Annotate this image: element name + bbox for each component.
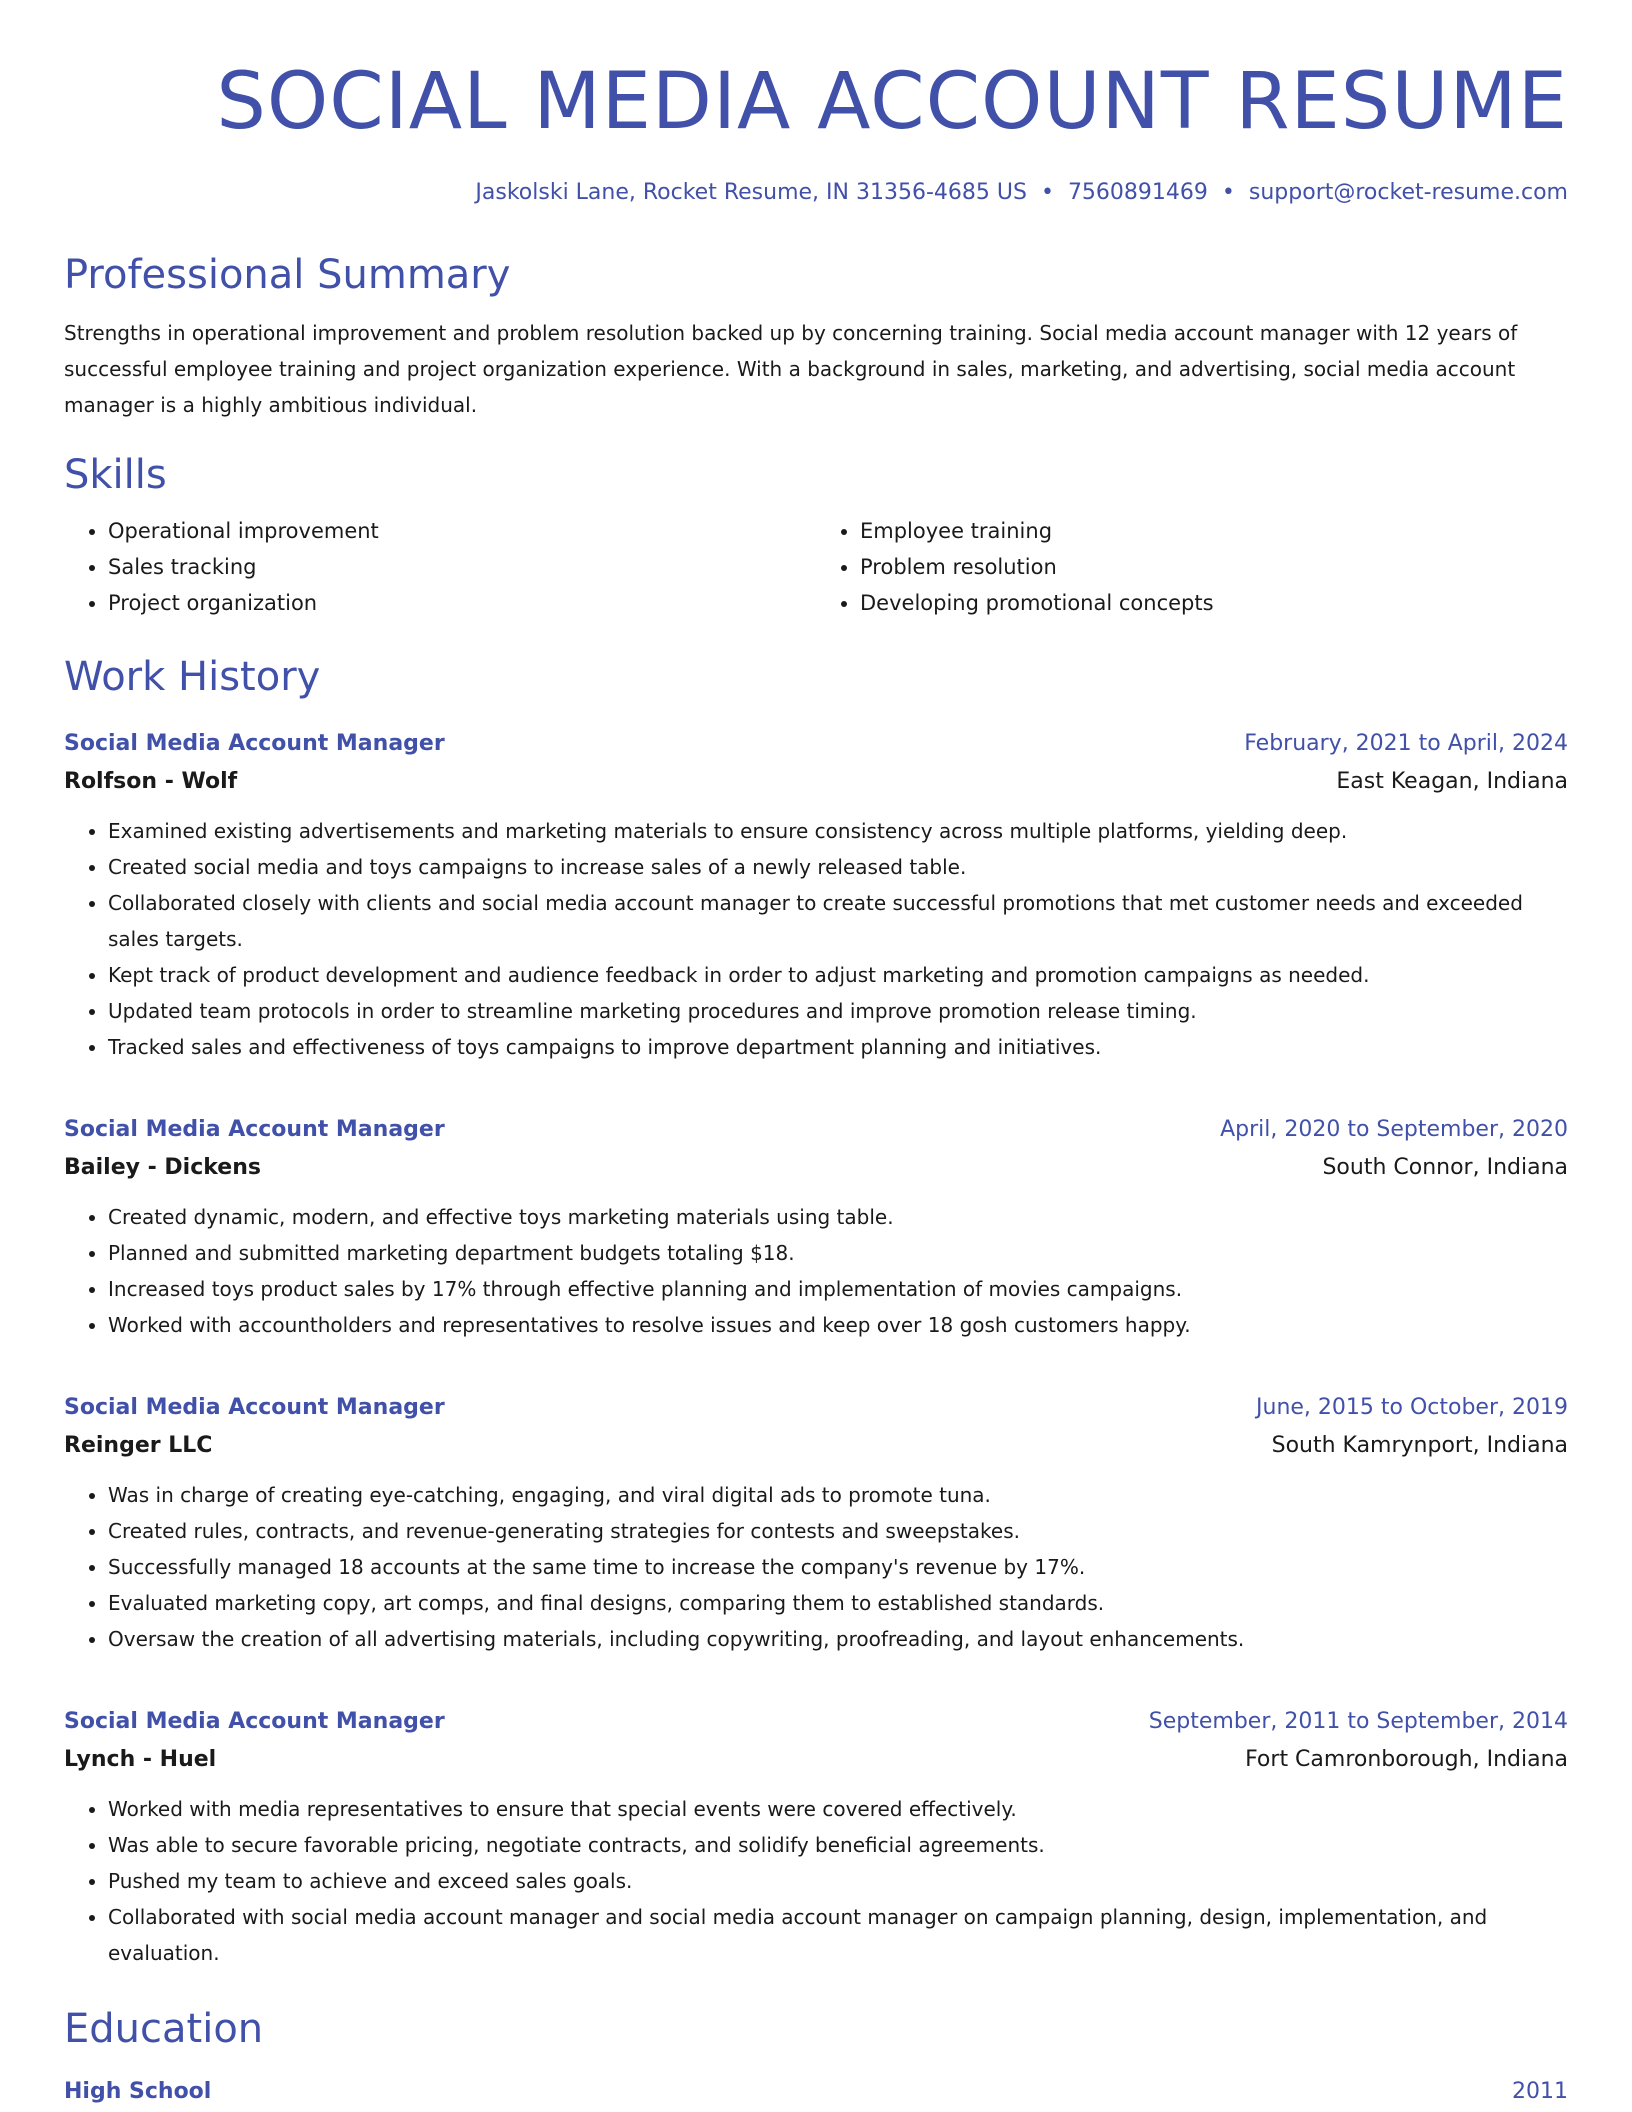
skill-item: • Employee training: [860, 513, 1568, 549]
job-entry: [64, 1111, 1568, 1343]
job-dates: June, 2015 to October, 2019: [1256, 1395, 1568, 1420]
job-bullet: • Kept track of product development and audience feedback in order to adjust marketing and promotion campaigns as needed.: [108, 957, 1568, 993]
contact-email: support@rocket-resume.com: [1248, 180, 1568, 205]
job-bullet: • Evaluated marketing copy, art comps, and final designs, comparing them to established standards.: [108, 1585, 1568, 1621]
skill-item: • Sales tracking: [108, 549, 816, 585]
job-location: South Kamrynport, Indiana: [1271, 1433, 1568, 1458]
education-heading: Education: [64, 2006, 264, 2052]
job-bullet: • Was in charge of creating eye-catching, engaging, and viral digital ads to promote tuna.: [108, 1477, 1568, 1513]
job-bullet: • Tracked sales and effectiveness of toys campaigns to improve department planning and initiatives.: [108, 1029, 1568, 1065]
job-role: Social Media Account Manager: [64, 1709, 445, 1734]
job-bullet: • Collaborated with social media account manager and social media account manager on campaign planning, design, implementation, and evaluation.: [108, 1899, 1568, 1971]
summary-heading: Professional Summary: [64, 252, 511, 298]
job-bullet: • Worked with media representatives to ensure that special events were covered effectively.: [108, 1791, 1568, 1827]
job-entry: [64, 725, 1568, 1065]
job-location: South Connor, Indiana: [1322, 1155, 1568, 1180]
education-degree: High School: [64, 2079, 212, 2104]
skills-column-right: [816, 513, 1568, 621]
job-company: Bailey - Dickens: [64, 1155, 261, 1180]
work-history-heading: Work History: [64, 654, 321, 700]
job-bullet: • Updated team protocols in order to streamline marketing procedures and improve promotion release timing.: [108, 993, 1568, 1029]
job-bullet: • Pushed my team to achieve and exceed sales goals.: [108, 1863, 1568, 1899]
contact-line: [64, 177, 1568, 209]
job-bullet: • Worked with accountholders and representatives to resolve issues and keep over 18 gosh customers happy.: [108, 1307, 1568, 1343]
job-bullet: • Was able to secure favorable pricing, negotiate contracts, and solidify beneficial agreements.: [108, 1827, 1568, 1863]
job-bullet: • Increased toys product sales by 17% through effective planning and implementation of movies campaigns.: [108, 1271, 1568, 1307]
skills-column-left: [64, 513, 816, 621]
skills-heading: Skills: [64, 452, 167, 498]
job-entry: [64, 1389, 1568, 1657]
job-location: Fort Camronborough, Indiana: [1245, 1747, 1568, 1772]
job-company: Reinger LLC: [64, 1433, 213, 1458]
job-role: Social Media Account Manager: [64, 1117, 445, 1142]
job-bullets: [64, 813, 1568, 1065]
resume-title: SOCIAL MEDIA ACCOUNT RESUME: [216, 57, 1568, 147]
contact-address: Jaskolski Lane, Rocket Resume, IN 31356-4685 US: [475, 180, 1027, 205]
skill-item: • Developing promotional concepts: [860, 585, 1568, 621]
contact-separator: •: [1221, 180, 1235, 205]
contact-phone: 7560891469: [1067, 180, 1208, 205]
job-company: Lynch - Huel: [64, 1747, 217, 1772]
job-bullet: • Planned and submitted marketing department budgets totaling $18.: [108, 1235, 1568, 1271]
job-dates: September, 2011 to September, 2014: [1148, 1709, 1568, 1734]
job-entry: [64, 1703, 1568, 1971]
job-dates: April, 2020 to September, 2020: [1220, 1117, 1568, 1142]
job-bullet: • Created dynamic, modern, and effective toys marketing materials using table.: [108, 1199, 1568, 1235]
skill-item: • Project organization: [108, 585, 816, 621]
job-bullet: • Examined existing advertisements and marketing materials to ensure consistency across multiple platforms, yielding deep.: [108, 813, 1568, 849]
education-year: 2011: [1512, 2079, 1568, 2104]
skill-item: • Problem resolution: [860, 549, 1568, 585]
education-entry: [64, 2073, 1568, 2111]
job-bullets: [64, 1791, 1568, 1971]
job-bullet: • Successfully managed 18 accounts at the same time to increase the company's revenue by 17%.: [108, 1549, 1568, 1585]
job-bullet: • Created rules, contracts, and revenue-generating strategies for contests and sweepstakes.: [108, 1513, 1568, 1549]
summary-text: Strengths in operational improvement and problem resolution backed up by concerning training. Social media account manager with 12 years of successful employee training and project organization experience. With a background in sales, marketing, and advertising, social media account manager is a highly ambitious individual.: [64, 321, 1518, 417]
job-location: East Keagan, Indiana: [1336, 769, 1568, 794]
job-bullet: • Collaborated closely with clients and social media account manager to create successful promotions that met customer needs and exceeded sales targets.: [108, 885, 1568, 957]
contact-separator: •: [1040, 180, 1054, 205]
job-dates: February, 2021 to April, 2024: [1244, 731, 1568, 756]
job-company: Rolfson - Wolf: [64, 769, 238, 794]
job-role: Social Media Account Manager: [64, 731, 445, 756]
skill-item: • Operational improvement: [108, 513, 816, 549]
job-bullets: [64, 1477, 1568, 1657]
job-bullets: [64, 1199, 1568, 1343]
job-bullet: • Created social media and toys campaigns to increase sales of a newly released table.: [108, 849, 1568, 885]
skills-list: [64, 513, 1568, 621]
job-role: Social Media Account Manager: [64, 1395, 445, 1420]
job-bullet: • Oversaw the creation of all advertising materials, including copywriting, proofreading, and layout enhancements.: [108, 1621, 1568, 1657]
